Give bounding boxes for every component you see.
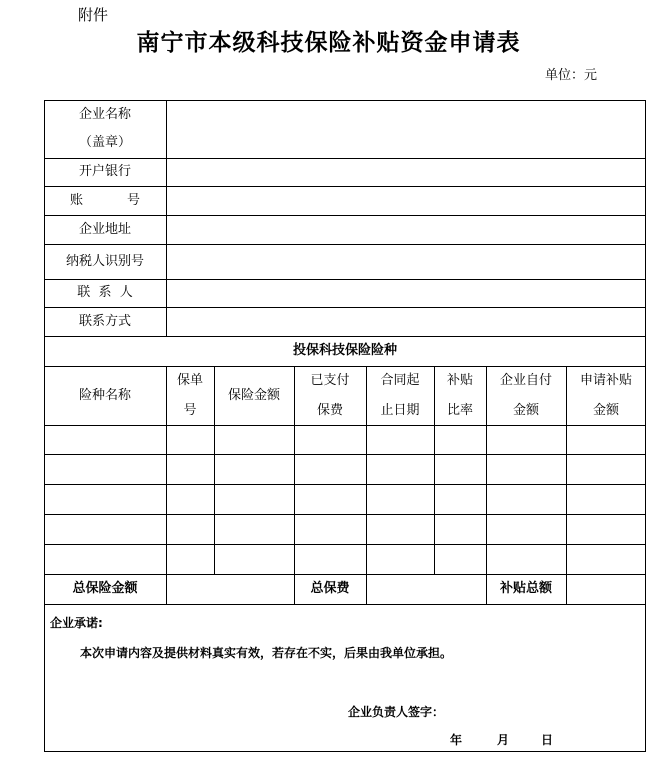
seal-label: （盖章） (78, 135, 131, 150)
col-header-line: 合同起 (380, 372, 420, 388)
col-header-line: 申请补贴 (579, 372, 632, 388)
account-label-part: 号 (126, 192, 140, 208)
pledge-text: 本次申请内容及提供材料真实有效，若存在不实，后果由我单位承担。 (80, 646, 453, 660)
section-title: 投保科技保险险种 (292, 343, 397, 358)
total-subsidy-field[interactable] (567, 575, 645, 604)
col-header-line: 金额 (512, 402, 539, 418)
row-line (44, 425, 646, 426)
total-subsidy-label: 补贴总额 (499, 581, 552, 596)
day-label: 日 (541, 733, 554, 747)
col-header-line: 保费 (316, 402, 343, 418)
col-header-line: 比率 (446, 402, 473, 418)
col-insurance-type: 险种名称 (78, 387, 131, 403)
total-insured-label: 总保险金额 (72, 581, 138, 596)
taxpayer-id-field[interactable] (167, 245, 645, 279)
col-header-line: 企业自付 (499, 372, 552, 388)
address-field[interactable] (167, 216, 645, 244)
col-header-line: 止日期 (380, 402, 420, 418)
total-premium-label: 总保费 (310, 581, 350, 596)
attachment-label: 附件 (78, 6, 109, 24)
row-line (44, 544, 646, 545)
contact-label-part: 人 (119, 285, 133, 300)
year-label: 年 (450, 733, 463, 747)
col-subsidy-rate (434, 366, 486, 425)
row-line (44, 604, 646, 605)
col-self-paid-amount (486, 366, 566, 425)
col-header-line: 补贴 (446, 372, 473, 388)
phone-label: 联系方式 (78, 313, 131, 329)
bank-label: 开户银行 (78, 164, 131, 179)
signer-label: 企业负责人签字： (348, 705, 445, 719)
col-paid-premium (294, 366, 366, 425)
col-insured-amount: 保险金额 (227, 387, 280, 403)
address-label: 企业地址 (78, 221, 131, 237)
col-policy-number (166, 366, 214, 425)
phone-field[interactable] (167, 308, 645, 336)
unit-label: 单位：元 (545, 68, 598, 83)
bank-field[interactable] (167, 159, 645, 186)
account-label (44, 186, 166, 215)
total-insured-field[interactable] (167, 575, 294, 604)
company-name-field[interactable] (167, 101, 645, 158)
row-line (44, 484, 646, 485)
contact-person-field[interactable] (167, 280, 645, 307)
account-label-part: 账 (70, 192, 84, 208)
col-header-line: 号 (183, 402, 197, 418)
col-header-line: 已支付 (310, 372, 350, 388)
col-header-line: 保单 (176, 372, 203, 388)
total-premium-field[interactable] (367, 575, 486, 604)
col-requested-subsidy (566, 366, 646, 425)
contact-label-part: 联 (77, 285, 91, 300)
row-line (44, 514, 646, 515)
row-line (44, 454, 646, 455)
pledge-title: 企业承诺: (50, 616, 103, 630)
taxpayer-id-label: 纳税人识别号 (65, 253, 144, 269)
month-label: 月 (497, 733, 510, 747)
account-field[interactable] (167, 187, 645, 215)
col-header-line: 金额 (592, 402, 619, 418)
contact-label-part: 系 (98, 285, 112, 300)
contact-person-label (44, 279, 166, 307)
form-title: 南宁市本级科技保险补贴资金申请表 (136, 29, 521, 56)
company-name-label: 企业名称 (78, 107, 131, 122)
col-contract-period (366, 366, 434, 425)
